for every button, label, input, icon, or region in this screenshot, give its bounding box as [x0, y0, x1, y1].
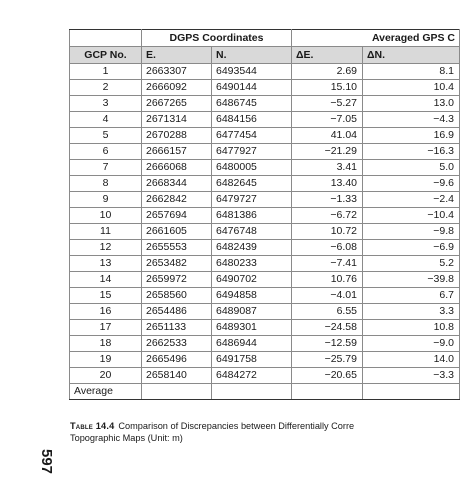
table-row	[70, 176, 460, 192]
table-row	[70, 128, 460, 144]
group-header-row	[70, 30, 460, 47]
cell-northing: 6491758	[212, 352, 292, 368]
cell-northing: 6494858	[212, 288, 292, 304]
table-row	[70, 96, 460, 112]
average-cell-n	[212, 384, 292, 400]
cell-gcp: 2	[70, 80, 142, 96]
cell-easting: 2654486	[142, 304, 212, 320]
cell-gcp: 15	[70, 288, 142, 304]
cell-delta-easting: −6.08	[292, 240, 363, 256]
table-row	[70, 368, 460, 384]
cell-delta-easting: −5.27	[292, 96, 363, 112]
cell-easting: 2667265	[142, 96, 212, 112]
cell-easting: 2658140	[142, 368, 212, 384]
cell-easting: 2670288	[142, 128, 212, 144]
table-row	[70, 224, 460, 240]
coordinates-table	[69, 29, 460, 400]
cell-gcp: 3	[70, 96, 142, 112]
table-caption	[70, 420, 407, 444]
cell-delta-northing: 5.2	[363, 256, 460, 272]
cell-easting: 2658560	[142, 288, 212, 304]
cell-northing: 6486944	[212, 336, 292, 352]
cell-delta-northing: −4.3	[363, 112, 460, 128]
page-number: 597	[38, 449, 55, 475]
cell-delta-northing: 5.0	[363, 160, 460, 176]
cell-gcp: 1	[70, 64, 142, 80]
cell-gcp: 11	[70, 224, 142, 240]
column-header-delta-easting: ΔE.	[292, 47, 363, 64]
cell-northing: 6484272	[212, 368, 292, 384]
table-row	[70, 272, 460, 288]
caption-line-2: Topographic Maps (Unit: m)	[70, 433, 183, 443]
cell-delta-easting: 2.69	[292, 64, 363, 80]
cell-northing: 6489087	[212, 304, 292, 320]
table-row	[70, 160, 460, 176]
caption-label: Table 14.4	[70, 421, 115, 431]
cell-northing: 6482439	[212, 240, 292, 256]
cell-delta-easting: 3.41	[292, 160, 363, 176]
cell-easting: 2655553	[142, 240, 212, 256]
cell-delta-northing: 6.7	[363, 288, 460, 304]
cell-northing: 6479727	[212, 192, 292, 208]
cell-delta-easting: −21.29	[292, 144, 363, 160]
cell-gcp: 5	[70, 128, 142, 144]
cell-gcp: 12	[70, 240, 142, 256]
cell-delta-easting: 10.72	[292, 224, 363, 240]
cell-delta-easting: −7.05	[292, 112, 363, 128]
cell-gcp: 16	[70, 304, 142, 320]
cell-gcp: 13	[70, 256, 142, 272]
cell-gcp: 10	[70, 208, 142, 224]
cell-delta-easting: −20.65	[292, 368, 363, 384]
cell-northing: 6477454	[212, 128, 292, 144]
cell-northing: 6476748	[212, 224, 292, 240]
cell-northing: 6484156	[212, 112, 292, 128]
column-header-row	[70, 47, 460, 64]
cell-delta-easting: −1.33	[292, 192, 363, 208]
cell-easting: 2661605	[142, 224, 212, 240]
cell-easting: 2666157	[142, 144, 212, 160]
cell-delta-easting: −6.72	[292, 208, 363, 224]
cell-northing: 6482645	[212, 176, 292, 192]
cell-delta-easting: −4.01	[292, 288, 363, 304]
table-row	[70, 320, 460, 336]
cell-easting: 2666092	[142, 80, 212, 96]
table-row	[70, 208, 460, 224]
cell-delta-northing: 14.0	[363, 352, 460, 368]
coordinates-table-container	[69, 29, 455, 410]
cell-easting: 2668344	[142, 176, 212, 192]
cell-gcp: 6	[70, 144, 142, 160]
cell-northing: 6493544	[212, 64, 292, 80]
cell-delta-easting: 41.04	[292, 128, 363, 144]
cell-gcp: 18	[70, 336, 142, 352]
cell-delta-northing: 3.3	[363, 304, 460, 320]
cell-delta-northing: −9.0	[363, 336, 460, 352]
cell-northing: 6477927	[212, 144, 292, 160]
cell-delta-easting: −12.59	[292, 336, 363, 352]
cell-delta-easting: 13.40	[292, 176, 363, 192]
table-body	[70, 64, 460, 400]
column-header-northing: N.	[212, 47, 292, 64]
group-header-averaged: Averaged GPS C	[292, 30, 460, 47]
cell-delta-northing: −9.8	[363, 224, 460, 240]
cell-easting: 2663307	[142, 64, 212, 80]
cell-gcp: 7	[70, 160, 142, 176]
table-row	[70, 112, 460, 128]
cell-easting: 2653482	[142, 256, 212, 272]
cell-easting: 2665496	[142, 352, 212, 368]
cell-delta-northing: 10.8	[363, 320, 460, 336]
cell-delta-northing: −6.9	[363, 240, 460, 256]
table-row	[70, 304, 460, 320]
cell-delta-northing: −16.3	[363, 144, 460, 160]
cell-delta-northing: 10.4	[363, 80, 460, 96]
cell-delta-easting: −25.79	[292, 352, 363, 368]
cell-delta-easting: 6.55	[292, 304, 363, 320]
cell-northing: 6490144	[212, 80, 292, 96]
column-header-easting: E.	[142, 47, 212, 64]
average-label: Average	[70, 384, 142, 400]
table-row	[70, 352, 460, 368]
cell-easting: 2662842	[142, 192, 212, 208]
cell-delta-easting: 10.76	[292, 272, 363, 288]
average-cell-de	[292, 384, 363, 400]
cell-gcp: 14	[70, 272, 142, 288]
cell-delta-easting: −7.41	[292, 256, 363, 272]
cell-gcp: 8	[70, 176, 142, 192]
cell-delta-northing: −3.3	[363, 368, 460, 384]
cell-northing: 6490702	[212, 272, 292, 288]
table-row	[70, 144, 460, 160]
cell-delta-northing: 13.0	[363, 96, 460, 112]
cell-easting: 2662533	[142, 336, 212, 352]
table-row	[70, 64, 460, 80]
cell-delta-easting: −24.58	[292, 320, 363, 336]
cell-easting: 2666068	[142, 160, 212, 176]
cell-easting: 2657694	[142, 208, 212, 224]
cell-delta-northing: 16.9	[363, 128, 460, 144]
cell-delta-northing: −2.4	[363, 192, 460, 208]
cell-delta-northing: −10.4	[363, 208, 460, 224]
cell-gcp: 9	[70, 192, 142, 208]
table-row	[70, 256, 460, 272]
average-cell-dn	[363, 384, 460, 400]
caption-text-1: Comparison of Discrepancies between Differentially Corre	[118, 421, 355, 431]
cell-gcp: 17	[70, 320, 142, 336]
cell-delta-easting: 15.10	[292, 80, 363, 96]
table-row	[70, 240, 460, 256]
cell-easting: 2671314	[142, 112, 212, 128]
cell-easting: 2651133	[142, 320, 212, 336]
table-row	[70, 192, 460, 208]
column-header-delta-northing: ΔN.	[363, 47, 460, 64]
cell-northing: 6481386	[212, 208, 292, 224]
caption-line-1	[70, 420, 407, 432]
average-row	[70, 384, 460, 400]
cell-delta-northing: −9.6	[363, 176, 460, 192]
cell-northing: 6480005	[212, 160, 292, 176]
cell-northing: 6486745	[212, 96, 292, 112]
table-row	[70, 288, 460, 304]
cell-delta-northing: 8.1	[363, 64, 460, 80]
cell-delta-northing: −39.8	[363, 272, 460, 288]
cell-gcp: 20	[70, 368, 142, 384]
group-header-dgps: DGPS Coordinates	[142, 30, 292, 47]
cell-gcp: 4	[70, 112, 142, 128]
table-row	[70, 80, 460, 96]
column-header-gcp: GCP No.	[70, 47, 142, 64]
table-row	[70, 336, 460, 352]
group-header-blank	[70, 30, 142, 47]
cell-easting: 2659972	[142, 272, 212, 288]
cell-northing: 6480233	[212, 256, 292, 272]
cell-gcp: 19	[70, 352, 142, 368]
average-cell-e	[142, 384, 212, 400]
cell-northing: 6489301	[212, 320, 292, 336]
